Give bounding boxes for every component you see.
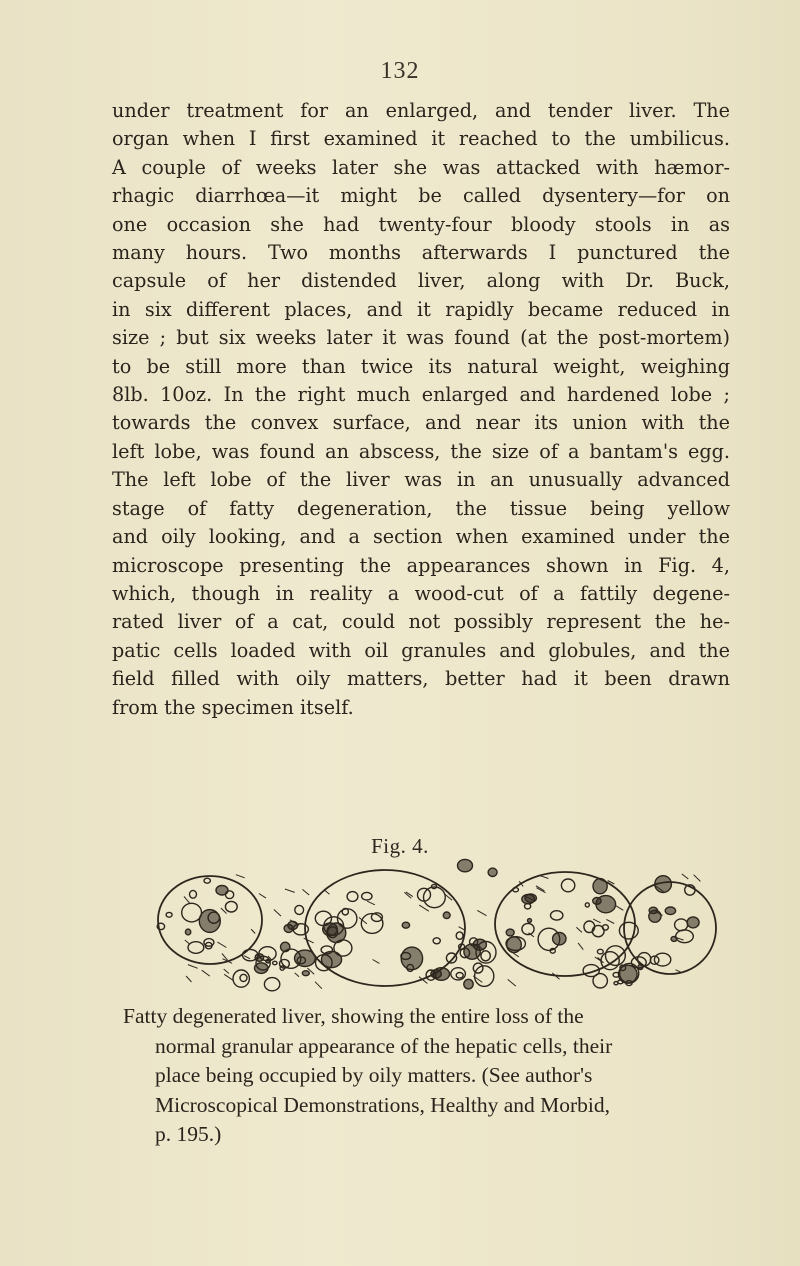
oil-globule — [433, 968, 449, 981]
oil-globule — [456, 932, 463, 939]
hatch-stroke — [188, 965, 198, 969]
hatch-stroke — [186, 976, 191, 982]
oil-globule — [522, 923, 534, 934]
text-line: and oily looking, and a section when examined under the — [112, 525, 730, 549]
figure-label: Fig. 4. — [371, 834, 429, 858]
text-line: patic cells loaded with oil granules and globules, and the — [112, 638, 730, 662]
oil-globule — [593, 879, 607, 894]
oil-globule — [464, 979, 473, 989]
oil-globule — [402, 922, 409, 928]
hatch-stroke — [682, 874, 689, 879]
oil-globule — [225, 901, 237, 912]
oil-globule — [507, 937, 522, 953]
body-paragraph — [112, 97, 730, 722]
hatch-stroke — [606, 919, 614, 923]
caption-line: p. 195.) — [155, 1122, 222, 1146]
text-line: capsule of her distended liver, along with Dr. Buck, — [112, 269, 730, 293]
hatch-stroke — [185, 940, 190, 944]
oil-globule — [654, 953, 670, 966]
oil-globule — [553, 933, 566, 945]
hatch-stroke — [315, 982, 322, 989]
text-line: 8lb. 10oz. In the right much enlarged and hardened lobe ; — [112, 383, 730, 407]
oil-globule — [649, 910, 661, 922]
hatch-stroke — [224, 969, 229, 973]
hatch-stroke — [217, 942, 226, 947]
text-line: which, though in reality a wood-cut of a fattily degene- — [112, 581, 730, 605]
hatch-stroke — [598, 957, 603, 962]
oil-globule — [182, 903, 202, 922]
caption-line: place being occupied by oily matters. (See author's — [155, 1063, 593, 1087]
oil-globule — [347, 892, 358, 902]
text-line: under treatment for an enlarged, and tender liver. The — [112, 99, 730, 122]
oil-globule — [506, 929, 514, 936]
text-line: from the specimen itself. — [112, 695, 354, 719]
hatch-stroke — [694, 875, 701, 882]
text-line: The left lobe of the liver was in an unusually advanced — [112, 468, 730, 492]
oil-globule — [687, 917, 699, 928]
hatch-stroke — [325, 890, 330, 894]
hatch-stroke — [373, 960, 380, 964]
hatch-stroke — [304, 938, 314, 943]
oil-globule — [424, 887, 446, 908]
text-line: organ when I first examined it reached to the umbilicus. — [112, 127, 730, 151]
hatch-stroke — [274, 910, 281, 917]
oil-globule — [273, 961, 277, 964]
oil-globule — [295, 905, 304, 914]
microscope-woodcut-icon — [150, 858, 720, 994]
oil-globule — [561, 879, 574, 892]
text-line: to be still more than twice its natural weight, weighing — [112, 354, 730, 378]
oil-globule — [456, 973, 463, 979]
oil-globule — [334, 940, 352, 956]
hatch-stroke — [367, 901, 375, 905]
oil-globule — [401, 947, 422, 970]
oil-globule — [264, 978, 279, 991]
figure-caption — [123, 1002, 728, 1150]
oil-globule — [185, 929, 190, 935]
hatch-stroke — [224, 974, 233, 980]
oil-globule — [240, 974, 247, 981]
oil-globule — [443, 912, 450, 919]
page-number: 132 — [380, 58, 420, 84]
oil-globule — [614, 982, 618, 985]
oil-globule — [458, 859, 473, 871]
oil-globule — [606, 946, 626, 966]
hatch-stroke — [259, 894, 266, 899]
hatch-stroke — [539, 875, 548, 878]
oil-globule — [188, 942, 204, 954]
oil-globule — [655, 876, 672, 893]
text-line: field filled with oily matters, better had it been drawn — [112, 667, 730, 691]
hatch-stroke — [285, 889, 295, 892]
oil-globule — [584, 921, 595, 933]
hatch-stroke — [459, 927, 465, 930]
hatch-stroke — [236, 875, 245, 878]
hatch-stroke — [202, 970, 210, 976]
oil-globule — [597, 949, 603, 954]
hatch-stroke — [251, 929, 255, 933]
text-line: left lobe, was found an abscess, the size of a bantam's egg. — [112, 439, 730, 463]
hatch-stroke — [576, 927, 582, 932]
caption-line: Microscopical Demonstrations, Healthy and Morbid, — [155, 1092, 610, 1117]
caption-line: Fatty degenerated liver, showing the entire loss of the — [123, 1004, 584, 1028]
oil-globule — [464, 944, 480, 959]
oil-globule — [601, 952, 619, 970]
oil-globule — [676, 930, 694, 943]
oil-globule — [528, 919, 532, 923]
oil-globule — [204, 878, 210, 883]
oil-globule — [475, 966, 494, 987]
hatch-stroke — [578, 943, 583, 950]
oil-globule — [551, 911, 563, 920]
hatch-stroke — [302, 889, 309, 895]
oil-globule — [284, 924, 293, 932]
text-line: in six different places, and it rapidly became reduced in — [112, 297, 730, 321]
oil-globule — [216, 885, 228, 895]
oil-globule — [433, 938, 440, 944]
text-line: stage of fatty degeneration, the tissue being yellow — [112, 496, 730, 520]
text-line: A couple of weeks later she was attacked with hæmor- — [112, 155, 730, 179]
text-line: size ; but six weeks later it was found (at the post-mortem) — [112, 326, 730, 350]
hatch-stroke — [615, 905, 623, 910]
hatch-stroke — [244, 956, 250, 959]
text-line: one occasion she had twenty-four bloody stools in as — [112, 212, 730, 236]
hatch-stroke — [593, 919, 600, 923]
oil-globule — [522, 894, 535, 903]
hatch-stroke — [477, 910, 486, 915]
text-line: towards the convex surface, and near its union with the — [112, 411, 730, 435]
oil-globule — [481, 951, 490, 961]
oil-globule — [166, 912, 172, 917]
caption-line: normal granular appearance of the hepatic cells, their — [155, 1033, 613, 1058]
text-line: many hours. Two months afterwards I punctured the — [112, 241, 730, 265]
oil-globule — [675, 919, 688, 931]
oil-globule — [585, 903, 589, 907]
text-line: microscope presenting the appearances shown in Fig. 4, — [112, 553, 730, 577]
oil-globule — [488, 868, 497, 876]
text-line: rated liver of a cat, could not possibly represent the he- — [112, 610, 730, 634]
hatch-stroke — [295, 973, 299, 977]
oil-globule — [593, 898, 601, 905]
oil-globule — [190, 890, 197, 898]
oil-globule — [362, 892, 372, 900]
hatch-stroke — [508, 979, 516, 986]
text-line: rhagic diarrhœa—it might be called dysentery—for on — [112, 184, 730, 208]
hatch-stroke — [184, 896, 190, 903]
oil-globule — [665, 907, 675, 915]
oil-globule — [302, 971, 309, 976]
